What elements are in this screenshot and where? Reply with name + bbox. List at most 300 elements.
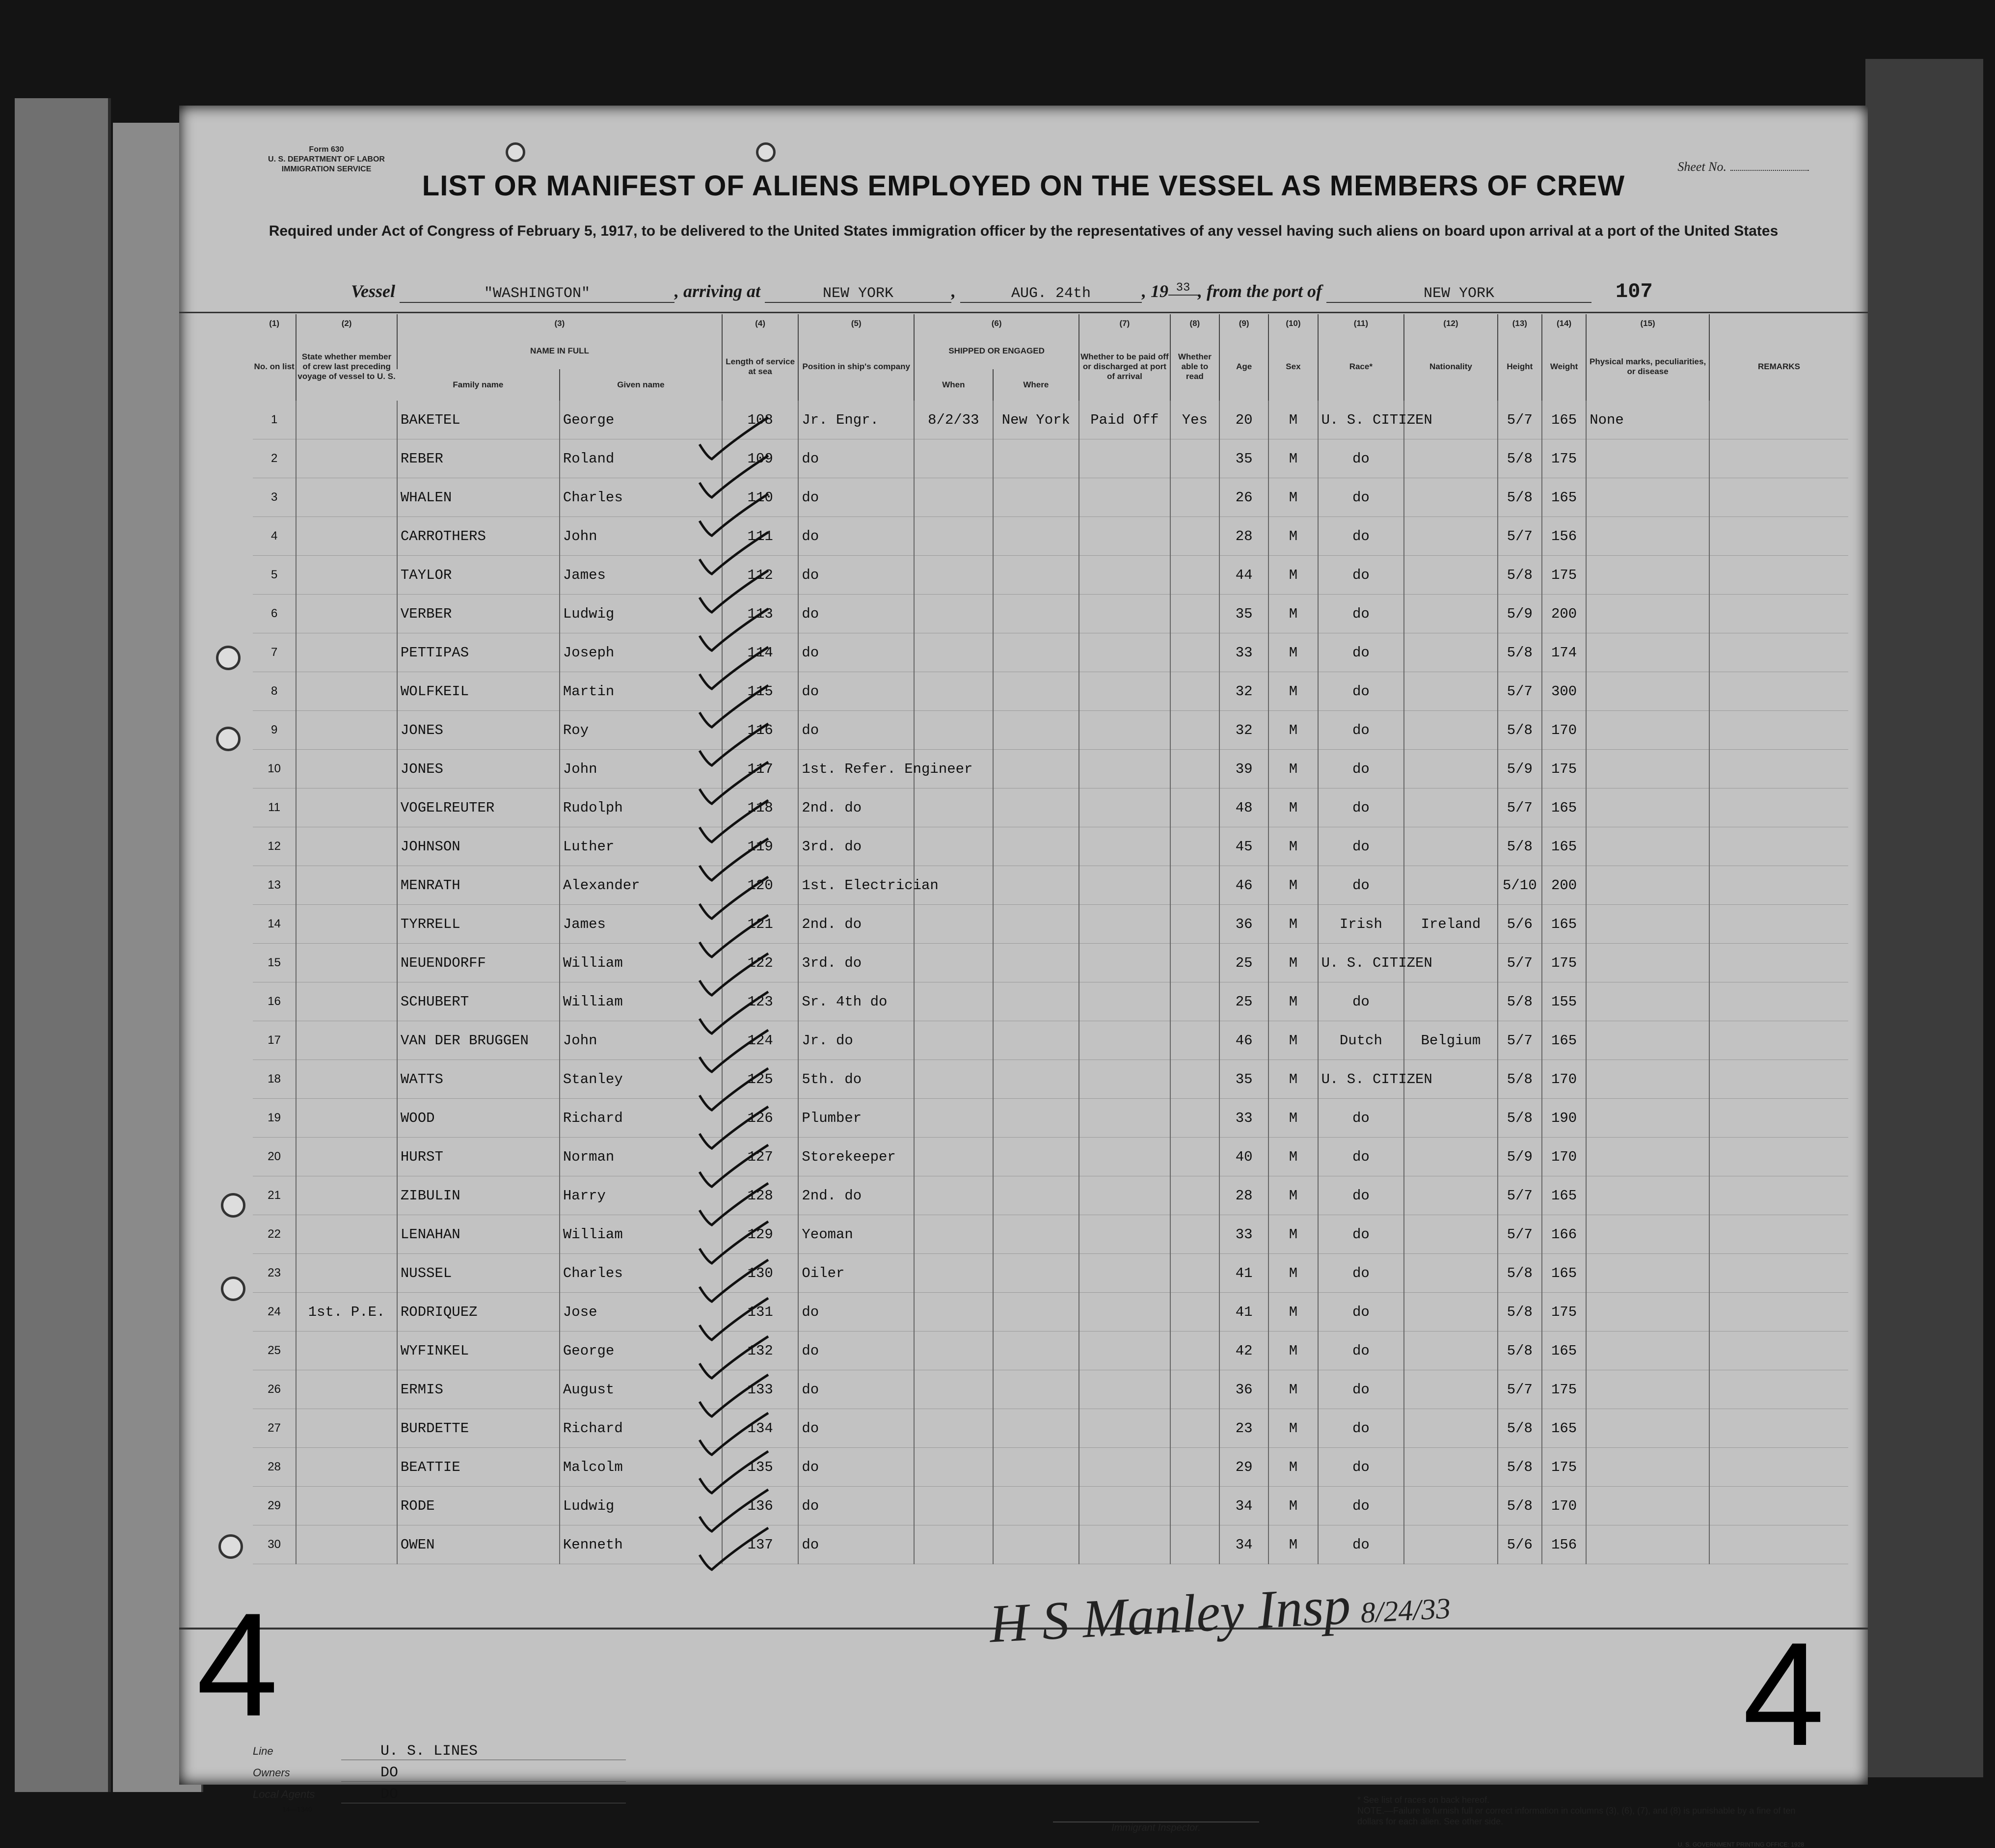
manifest-sheet	[179, 106, 1868, 1848]
length-of-service-cell: 122	[722, 944, 798, 982]
shipped-when-cell	[914, 633, 993, 672]
height-cell: 5/7	[1498, 517, 1542, 556]
from-port: NEW YORK	[1326, 285, 1591, 303]
form-number: Form 630	[309, 145, 344, 154]
height-cell: 5/8	[1498, 633, 1542, 672]
position-cell: do	[798, 1525, 914, 1564]
check-mark	[700, 1336, 768, 1378]
shipped-where-cell	[993, 1487, 1079, 1525]
family-name-cell: BAKETEL	[397, 401, 560, 439]
remarks-cell	[1709, 1448, 1848, 1487]
check-mark	[700, 915, 768, 957]
check-mark	[700, 647, 768, 689]
nationality-cell	[1404, 1448, 1498, 1487]
family-name-cell: OWEN	[397, 1525, 560, 1564]
family-name-cell: BEATTIE	[397, 1448, 560, 1487]
table-row	[253, 401, 1848, 439]
position-cell: do	[798, 1448, 914, 1487]
shipped-where-cell	[993, 672, 1079, 711]
shipped-when-cell	[914, 788, 993, 827]
weight-cell: 170	[1542, 1487, 1586, 1525]
weight-cell: 165	[1542, 401, 1586, 439]
dept-line-2: IMMIGRATION SERVICE	[281, 165, 372, 173]
given-name-cell: Norman	[560, 1138, 722, 1176]
age-cell: 39	[1219, 750, 1268, 788]
height-cell: 5/9	[1498, 595, 1542, 633]
table-row	[253, 1525, 1848, 1564]
age-cell: 36	[1219, 905, 1268, 944]
age-cell: 33	[1219, 1215, 1268, 1254]
state-cell-cell	[296, 401, 397, 439]
check-mark	[700, 1413, 768, 1455]
height-cell: 5/8	[1498, 1448, 1542, 1487]
check-mark	[700, 417, 768, 459]
race-cell: do	[1318, 1448, 1404, 1487]
height-cell: 5/7	[1498, 1370, 1542, 1409]
paid-off-cell	[1079, 1060, 1170, 1099]
shipped-where-cell	[993, 1293, 1079, 1332]
family-name-cell: JONES	[397, 750, 560, 788]
family-name-cell: JONES	[397, 711, 560, 750]
sex-cell: M	[1268, 1525, 1318, 1564]
shipped-when-cell	[914, 1487, 993, 1525]
col-no-on-list: No. on list	[254, 362, 295, 371]
weight-cell: 156	[1542, 1525, 1586, 1564]
able-to-read-cell	[1170, 1409, 1219, 1448]
able-to-read-cell	[1170, 905, 1219, 944]
length-of-service-cell: 132	[722, 1332, 798, 1370]
state-cell-cell	[296, 1370, 397, 1409]
length-of-service-cell: 117	[722, 750, 798, 788]
remarks-cell	[1709, 827, 1848, 866]
race-cell: do	[1318, 1409, 1404, 1448]
shipped-where-cell	[993, 1060, 1079, 1099]
weight-cell: 165	[1542, 827, 1586, 866]
weight-cell: 165	[1542, 788, 1586, 827]
col-num-2: (2)	[296, 314, 397, 333]
length-of-service-cell: 121	[722, 905, 798, 944]
weight-cell: 170	[1542, 711, 1586, 750]
race-cell: do	[1318, 1370, 1404, 1409]
height-cell: 5/7	[1498, 1021, 1542, 1060]
family-name-cell: RODE	[397, 1487, 560, 1525]
able-to-read-cell	[1170, 1138, 1219, 1176]
given-name-cell: John	[560, 517, 722, 556]
height-cell: 5/7	[1498, 672, 1542, 711]
row-number-cell: 2	[253, 439, 296, 478]
physical-marks-cell	[1586, 1176, 1709, 1215]
check-mark	[700, 1222, 768, 1263]
paid-off-cell	[1079, 439, 1170, 478]
state-cell-cell	[296, 1254, 397, 1293]
nationality-cell	[1404, 1215, 1498, 1254]
remarks-cell	[1709, 1487, 1848, 1525]
state-cell-cell	[296, 1060, 397, 1099]
col-sex: Sex	[1268, 333, 1318, 401]
remarks-cell	[1709, 401, 1848, 439]
binder-hole	[221, 1193, 245, 1218]
check-mark	[700, 571, 768, 612]
paid-off-cell	[1079, 1332, 1170, 1370]
col-num-7: (7)	[1079, 314, 1170, 333]
given-name-cell: Martin	[560, 672, 722, 711]
family-name-cell: JOHNSON	[397, 827, 560, 866]
row-number-cell: 1	[253, 401, 296, 439]
col-race: Race*	[1318, 333, 1404, 401]
vessel-agents-footer	[253, 1740, 626, 1813]
check-mark	[700, 1451, 768, 1493]
check-mark	[700, 800, 768, 842]
length-of-service-cell: 109	[722, 439, 798, 478]
length-of-service-cell: 134	[722, 1409, 798, 1448]
col-num-15: (15)	[1586, 314, 1709, 333]
sex-cell: M	[1268, 866, 1318, 905]
length-of-service-cell: 133	[722, 1370, 798, 1409]
nationality-cell: Ireland	[1404, 905, 1498, 944]
binder-hole	[216, 727, 241, 751]
remarks-cell	[1709, 672, 1848, 711]
physical-marks-cell	[1586, 944, 1709, 982]
sex-cell: M	[1268, 1487, 1318, 1525]
paid-off-cell	[1079, 1409, 1170, 1448]
family-name-cell: VAN DER BRUGGEN	[397, 1021, 560, 1060]
race-cell: do	[1318, 1138, 1404, 1176]
weight-cell: 165	[1542, 1176, 1586, 1215]
paid-off-cell	[1079, 672, 1170, 711]
family-name-cell: SCHUBERT	[397, 982, 560, 1021]
remarks-cell	[1709, 788, 1848, 827]
weight-cell: 175	[1542, 944, 1586, 982]
height-cell: 5/8	[1498, 478, 1542, 517]
table-row	[253, 1176, 1848, 1215]
penalty-note: NOTE.—Failure to furnish full or correct information in columns (3), (6), (7), and (8) is punishable by a fine of ten dollars for each alien. See other side.	[1357, 1806, 1796, 1826]
able-to-read-cell: Yes	[1170, 401, 1219, 439]
family-name-cell: NEUENDORFF	[397, 944, 560, 982]
shipped-where-cell	[993, 1332, 1079, 1370]
position-cell: do	[798, 633, 914, 672]
sex-cell: M	[1268, 1215, 1318, 1254]
weight-cell: 174	[1542, 633, 1586, 672]
check-mark	[700, 1107, 768, 1148]
family-name-cell: WOLFKEIL	[397, 672, 560, 711]
page-title: LIST OR MANIFEST OF ALIENS EMPLOYED ON THE VESSEL AS MEMBERS OF CREW	[422, 170, 1625, 202]
height-cell: 5/7	[1498, 1176, 1542, 1215]
age-cell: 32	[1219, 672, 1268, 711]
race-cell: do	[1318, 788, 1404, 827]
state-cell-cell	[296, 905, 397, 944]
physical-marks-cell	[1586, 1215, 1709, 1254]
weight-cell: 175	[1542, 1448, 1586, 1487]
row-number-cell: 4	[253, 517, 296, 556]
weight-cell: 300	[1542, 672, 1586, 711]
position-cell: 3rd. do	[798, 944, 914, 982]
col-position: Position in ship's company	[798, 333, 914, 401]
family-name-cell: ZIBULIN	[397, 1176, 560, 1215]
weight-cell: 165	[1542, 1021, 1586, 1060]
age-cell: 26	[1219, 478, 1268, 517]
sex-cell: M	[1268, 633, 1318, 672]
length-of-service-cell: 137	[722, 1525, 798, 1564]
paid-off-cell	[1079, 1215, 1170, 1254]
shipped-where-cell	[993, 827, 1079, 866]
given-name-cell: William	[560, 1215, 722, 1254]
remarks-cell	[1709, 633, 1848, 672]
able-to-read-cell	[1170, 944, 1219, 982]
race-cell: do	[1318, 1254, 1404, 1293]
shipped-where-cell	[993, 633, 1079, 672]
shipped-when-cell	[914, 905, 993, 944]
family-name-cell: WATTS	[397, 1060, 560, 1099]
nationality-cell	[1404, 1370, 1498, 1409]
table-row	[253, 982, 1848, 1021]
height-cell: 5/6	[1498, 905, 1542, 944]
height-cell: 5/8	[1498, 1409, 1542, 1448]
state-cell-cell: 1st. P.E.	[296, 1293, 397, 1332]
age-cell: 46	[1219, 866, 1268, 905]
able-to-read-cell	[1170, 1487, 1219, 1525]
nationality-cell	[1404, 1099, 1498, 1138]
able-to-read-cell	[1170, 711, 1219, 750]
length-of-service-cell: 119	[722, 827, 798, 866]
given-name-cell: Harry	[560, 1176, 722, 1215]
sex-cell: M	[1268, 1021, 1318, 1060]
dept-line-1: U. S. DEPARTMENT OF LABOR	[268, 155, 385, 163]
given-name-cell: Joseph	[560, 633, 722, 672]
check-mark	[700, 456, 768, 497]
able-to-read-cell	[1170, 517, 1219, 556]
physical-marks-cell	[1586, 478, 1709, 517]
col-num-1: (1)	[269, 319, 280, 328]
shipped-when-cell	[914, 1370, 993, 1409]
height-cell: 5/8	[1498, 982, 1542, 1021]
able-to-read-cell	[1170, 1332, 1219, 1370]
given-name-cell: Charles	[560, 478, 722, 517]
physical-marks-cell	[1586, 1448, 1709, 1487]
remarks-cell	[1709, 1060, 1848, 1099]
nationality-cell	[1404, 595, 1498, 633]
nationality-cell	[1404, 1293, 1498, 1332]
able-to-read-cell	[1170, 633, 1219, 672]
able-to-read-cell	[1170, 1176, 1219, 1215]
arriving-label: , arriving at	[674, 281, 761, 301]
shipped-when-cell	[914, 1060, 993, 1099]
able-to-read-cell	[1170, 556, 1219, 595]
shipped-where-cell	[993, 478, 1079, 517]
given-name-cell: Jose	[560, 1293, 722, 1332]
handwritten-page-number-left: 4	[196, 1582, 278, 1747]
position-cell: do	[798, 711, 914, 750]
length-of-service-cell: 120	[722, 866, 798, 905]
table-row	[253, 788, 1848, 827]
col-able-read: Whether able to read	[1170, 333, 1219, 401]
row-number-cell: 10	[253, 750, 296, 788]
check-mark	[700, 1528, 768, 1570]
paid-off-cell	[1079, 711, 1170, 750]
able-to-read-cell	[1170, 827, 1219, 866]
table-row	[253, 517, 1848, 556]
shipped-where-cell	[993, 1021, 1079, 1060]
length-of-service-cell: 113	[722, 595, 798, 633]
shipped-where-cell	[993, 711, 1079, 750]
check-marks	[690, 415, 798, 1632]
physical-marks-cell	[1586, 633, 1709, 672]
remarks-cell	[1709, 750, 1848, 788]
check-mark	[700, 1375, 768, 1416]
table-row	[253, 1021, 1848, 1060]
position-cell: do	[798, 556, 914, 595]
given-name-cell: George	[560, 1332, 722, 1370]
binder-hole	[221, 1277, 245, 1301]
height-cell: 5/8	[1498, 556, 1542, 595]
agents-label: Local Agents	[253, 1788, 315, 1800]
crew-table	[253, 314, 1848, 1564]
sex-cell: M	[1268, 788, 1318, 827]
table-row	[253, 1060, 1848, 1099]
shipped-where-cell	[993, 1448, 1079, 1487]
col-num-5: (5)	[798, 314, 914, 333]
given-name-cell: Luther	[560, 827, 722, 866]
weight-cell: 156	[1542, 517, 1586, 556]
paid-off-cell	[1079, 1370, 1170, 1409]
check-mark	[700, 685, 768, 727]
position-cell: 1st. Electrician	[798, 866, 914, 905]
position-cell: Jr. Engr.	[798, 401, 914, 439]
height-cell: 5/8	[1498, 711, 1542, 750]
race-cell: do	[1318, 1332, 1404, 1370]
race-cell: do	[1318, 595, 1404, 633]
given-name-cell: Richard	[560, 1099, 722, 1138]
row-number-cell: 16	[253, 982, 296, 1021]
race-cell: Irish	[1318, 905, 1404, 944]
race-cell: do	[1318, 556, 1404, 595]
given-name-cell: George	[560, 401, 722, 439]
able-to-read-cell	[1170, 595, 1219, 633]
nationality-cell: Belgium	[1404, 1021, 1498, 1060]
col-num-4: (4)	[722, 314, 798, 333]
sex-cell: M	[1268, 1138, 1318, 1176]
family-name-cell: NUSSEL	[397, 1254, 560, 1293]
row-number-cell: 26	[253, 1370, 296, 1409]
given-name-cell: Ludwig	[560, 1487, 722, 1525]
physical-marks-cell	[1586, 595, 1709, 633]
physical-marks-cell	[1586, 1099, 1709, 1138]
shipped-when-cell	[914, 595, 993, 633]
top-hole	[506, 142, 525, 162]
given-name-cell: Kenneth	[560, 1525, 722, 1564]
shipped-when-cell	[914, 1254, 993, 1293]
length-of-service-cell: 112	[722, 556, 798, 595]
footer-owners-row	[253, 1762, 626, 1784]
given-name-cell: Richard	[560, 1409, 722, 1448]
age-cell: 29	[1219, 1448, 1268, 1487]
col-num-9: (9)	[1219, 314, 1268, 333]
age-cell: 40	[1219, 1138, 1268, 1176]
row-number-cell: 17	[253, 1021, 296, 1060]
height-cell: 5/9	[1498, 750, 1542, 788]
length-of-service-cell: 114	[722, 633, 798, 672]
col-height: Height	[1498, 333, 1542, 401]
physical-marks-cell	[1586, 1487, 1709, 1525]
remarks-cell	[1709, 1370, 1848, 1409]
state-cell-cell	[296, 1021, 397, 1060]
age-cell: 34	[1219, 1487, 1268, 1525]
remarks-cell	[1709, 478, 1848, 517]
table-row	[253, 1215, 1848, 1254]
check-mark	[700, 1260, 768, 1302]
printer-imprint: U. S. GOVERNMENT PRINTING OFFICE: 1928	[1677, 1841, 1804, 1848]
row-number-cell: 11	[253, 788, 296, 827]
remarks-cell	[1709, 1138, 1848, 1176]
col-num-11: (11)	[1318, 314, 1404, 333]
shipped-where-cell	[993, 1138, 1079, 1176]
state-cell-cell	[296, 517, 397, 556]
physical-marks-cell	[1586, 1332, 1709, 1370]
table-row	[253, 827, 1848, 866]
binder-hole	[216, 646, 241, 670]
shipped-where-cell	[993, 866, 1079, 905]
able-to-read-cell	[1170, 478, 1219, 517]
check-mark	[700, 1490, 768, 1531]
col-num-8: (8)	[1170, 314, 1219, 333]
state-cell-cell	[296, 439, 397, 478]
length-of-service-cell: 115	[722, 672, 798, 711]
top-hole	[756, 142, 776, 162]
family-name-cell: PETTIPAS	[397, 633, 560, 672]
arrival-date: AUG. 24th	[960, 285, 1142, 303]
shipped-where-cell	[993, 1254, 1079, 1293]
signature-date: 8/24/33	[1359, 1592, 1452, 1629]
position-cell: 2nd. do	[798, 788, 914, 827]
weight-cell: 165	[1542, 905, 1586, 944]
given-name-cell: Ludwig	[560, 595, 722, 633]
age-cell: 35	[1219, 439, 1268, 478]
row-number-cell: 19	[253, 1099, 296, 1138]
sex-cell: M	[1268, 1176, 1318, 1215]
age-cell: 35	[1219, 595, 1268, 633]
position-cell: do	[798, 1370, 914, 1409]
paid-off-cell	[1079, 595, 1170, 633]
state-cell-cell	[296, 1448, 397, 1487]
shipped-when-cell	[914, 1021, 993, 1060]
physical-marks-cell	[1586, 905, 1709, 944]
able-to-read-cell	[1170, 1525, 1219, 1564]
shipped-when-cell	[914, 1448, 993, 1487]
race-cell: U. S. CITIZEN	[1318, 1060, 1404, 1099]
length-of-service-cell: 136	[722, 1487, 798, 1525]
position-cell: Oiler	[798, 1254, 914, 1293]
shipped-where-cell	[993, 556, 1079, 595]
length-of-service-cell: 111	[722, 517, 798, 556]
position-cell: do	[798, 1487, 914, 1525]
col-family-name: Family name	[453, 380, 504, 389]
family-name-cell: LENAHAN	[397, 1215, 560, 1254]
check-mark	[700, 953, 768, 995]
remarks-cell	[1709, 711, 1848, 750]
nationality-cell	[1404, 1487, 1498, 1525]
height-cell: 5/10	[1498, 866, 1542, 905]
shipped-where-cell	[993, 1215, 1079, 1254]
paid-off-cell	[1079, 478, 1170, 517]
nationality-cell	[1404, 478, 1498, 517]
state-cell-cell	[296, 1138, 397, 1176]
race-cell: U. S. CITIZEN	[1318, 944, 1404, 982]
position-cell: do	[798, 517, 914, 556]
position-cell: Sr. 4th do	[798, 982, 914, 1021]
family-name-cell: VERBER	[397, 595, 560, 633]
family-name-cell: TAYLOR	[397, 556, 560, 595]
race-cell: U. S. CITIZEN	[1318, 401, 1404, 439]
length-of-service-cell: 124	[722, 1021, 798, 1060]
